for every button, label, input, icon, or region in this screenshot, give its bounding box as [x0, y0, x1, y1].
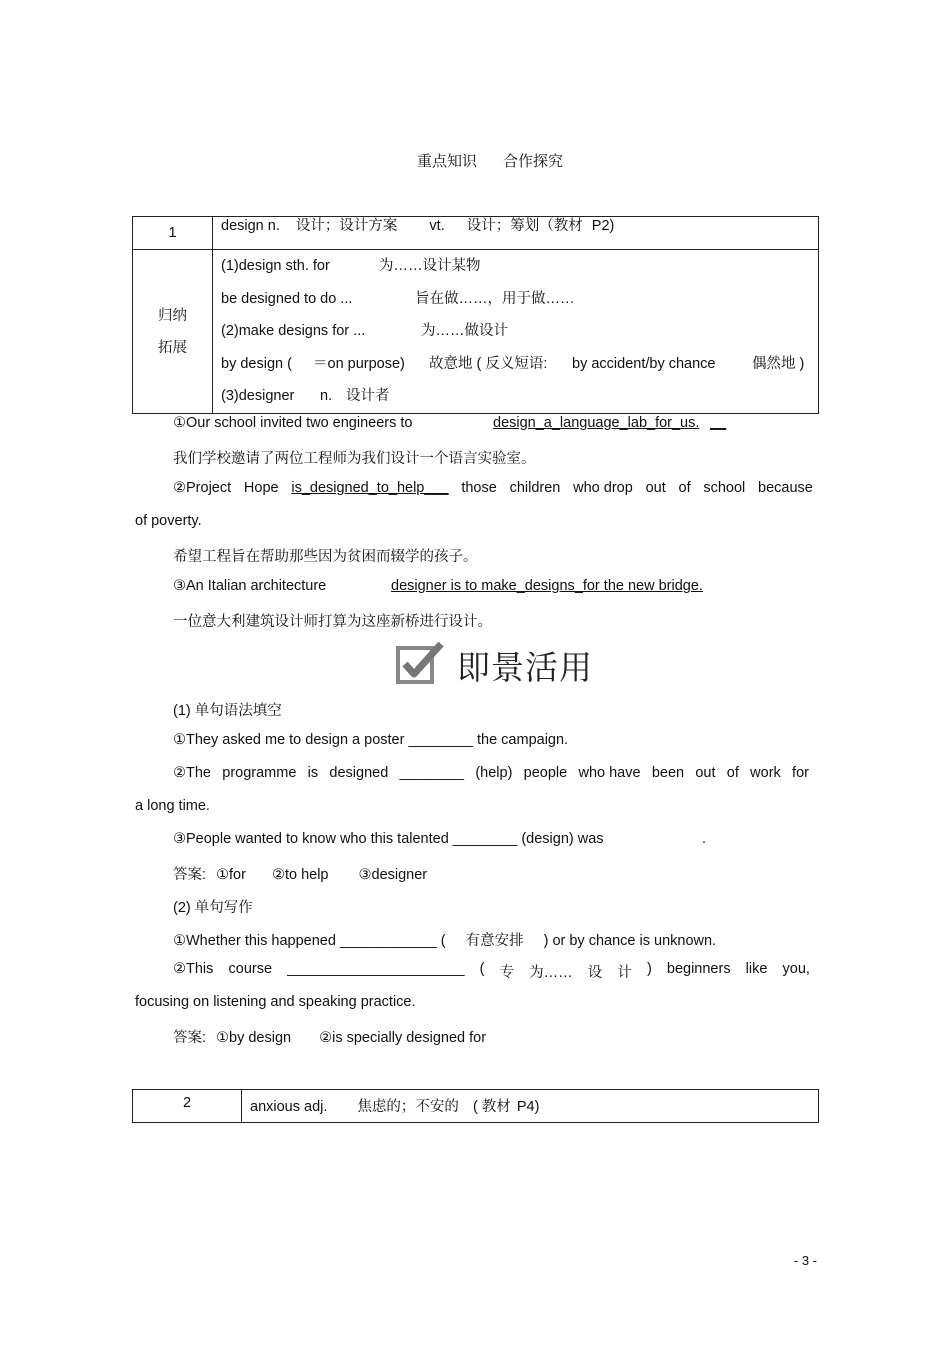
example-1-answer: design_a_language_lab_for_us.	[493, 415, 700, 431]
phrase-line	[213, 250, 818, 283]
answer-item: ①for	[216, 867, 246, 883]
headword-meaning: 设计；筹划（教材	[466, 218, 583, 234]
sentence-part: ) or by chance is unknown.	[543, 933, 717, 949]
answer-label: 答案:	[173, 867, 207, 883]
word: of	[678, 480, 691, 496]
vocab-table-anxious	[132, 1089, 819, 1123]
example-3: ③An Italian architecture	[173, 578, 327, 594]
writing-1	[173, 929, 716, 950]
example-1-blank: __	[710, 415, 727, 431]
sentence-part: ①Whether this happened ____________ (	[173, 933, 446, 949]
title-part: 合作探究	[503, 153, 564, 170]
answer-2	[173, 1026, 486, 1047]
phrase-line	[213, 348, 818, 381]
practice-heading	[395, 640, 595, 686]
entry-headword	[242, 1090, 819, 1123]
checkbox-check-icon	[395, 640, 449, 686]
example-1	[173, 415, 412, 431]
entry-headword	[213, 217, 819, 250]
question-1: ①They asked me to design a poster ________ the campaign.	[173, 732, 569, 748]
textbook-ref: ( 教材	[472, 1099, 511, 1115]
answer-item: ②to help	[271, 867, 329, 883]
example-2-translation: 希望工程旨在帮助那些因为贫困而辍学的孩子。	[173, 549, 478, 565]
hint: (	[479, 961, 485, 977]
antonym-phrase: by accident/by chance	[572, 355, 716, 372]
writing-2	[173, 961, 810, 982]
blank: ________	[399, 765, 465, 781]
phrase-note: ＝on purpose)	[313, 355, 405, 372]
phrase: (1)design sth. for	[221, 258, 330, 274]
word: course	[228, 961, 273, 977]
word: for	[792, 765, 809, 781]
headword-meaning: 焦虑的；不安的	[357, 1099, 459, 1115]
title-part: 重点知识	[416, 153, 477, 170]
phrase: by design (	[221, 355, 292, 372]
word: out	[695, 765, 716, 781]
word: been	[651, 765, 685, 781]
word: people	[523, 765, 568, 781]
example-1-translation: 我们学校邀请了两位工程师为我们设计一个语言实验室。	[173, 451, 536, 467]
headword-pos: anxious adj.	[250, 1099, 328, 1115]
example-2	[173, 480, 813, 496]
phrase-pos: n.	[320, 388, 333, 404]
hint: 计	[617, 965, 632, 981]
headword-pos: vt.	[429, 218, 445, 234]
vocab-table-design	[132, 216, 819, 414]
word: (help)	[475, 765, 513, 781]
example-2-continued: of poverty.	[135, 513, 202, 529]
phrase-meaning: 故意地 ( 反义短语:	[429, 355, 548, 372]
phrase: (2)make designs for ...	[221, 323, 366, 339]
grammar-fill-title: (1) 单句语法填空	[173, 703, 282, 719]
entry-number: 1	[133, 217, 213, 250]
example-text: ①Our school invited two engineers to	[173, 415, 413, 431]
writing-2-continued: focusing on listening and speaking practice.	[135, 994, 416, 1010]
word: of	[726, 765, 739, 781]
word: designed	[329, 765, 389, 781]
hint: 为……	[529, 965, 573, 981]
entry-number: 2	[133, 1090, 242, 1123]
hint: 设	[587, 965, 603, 981]
phrase: (3)designer	[221, 388, 295, 404]
word: programme	[222, 765, 297, 781]
label-line: 归纳	[158, 307, 187, 324]
phrase-meaning: 为……做设计	[421, 323, 508, 339]
phrase-line	[213, 315, 818, 348]
expand-content	[213, 250, 819, 414]
phrase-meaning: 旨在做……，用于做……	[415, 290, 575, 307]
example-3-translation: 一位意大利建筑设计师打算为这座新桥进行设计。	[173, 614, 492, 630]
question-2-continued: a long time.	[135, 798, 210, 814]
word: school	[703, 480, 746, 496]
label-line: 拓展	[158, 339, 187, 356]
headword-meaning: 设计；设计方案	[295, 218, 398, 234]
example-3-answer: designer is to make_designs_for the new bridge.	[391, 578, 703, 594]
word: work	[750, 765, 781, 781]
word: is	[307, 765, 319, 781]
word: ②Project	[173, 480, 232, 496]
phrase-line	[213, 283, 818, 316]
expand-label	[133, 250, 213, 414]
section-title	[0, 150, 950, 171]
page-number: - 3 -	[793, 1253, 817, 1268]
phrase-line	[213, 380, 818, 413]
phrase-meaning: 设计者	[346, 388, 390, 404]
practice-heading-text: 即景活用	[457, 648, 593, 687]
question-2	[173, 765, 809, 781]
question-3-end: .	[702, 831, 707, 847]
question-3: ③People wanted to know who this talented ________ (design) was	[173, 831, 604, 847]
word: you,	[782, 961, 810, 977]
antonym-meaning: 偶然地 )	[752, 355, 805, 372]
word: beginners	[666, 961, 731, 977]
word: who drop	[573, 480, 633, 496]
textbook-ref: P2)	[591, 218, 615, 234]
textbook-ref: P4)	[516, 1099, 540, 1115]
word: ②This	[173, 961, 214, 977]
hint: 专	[499, 965, 515, 981]
word: Hope	[243, 480, 279, 496]
answer-1	[173, 863, 427, 884]
hint: )	[646, 961, 652, 977]
answer-item: ②is specially designed for	[319, 1030, 487, 1046]
blank: ______________________	[287, 961, 465, 977]
word: like	[745, 961, 768, 977]
answer-item: ①by design	[216, 1030, 292, 1046]
word: children	[509, 480, 561, 496]
hint: 有意安排	[465, 933, 524, 949]
example-2-answer: is_designed_to_help___	[291, 480, 449, 496]
headword-pos: design n.	[221, 218, 280, 234]
word: those	[461, 480, 497, 496]
word: who have	[578, 765, 641, 781]
word: ②The	[173, 765, 211, 781]
writing-title: (2) 单句写作	[173, 900, 253, 916]
word: because	[758, 480, 813, 496]
phrase-meaning: 为……设计某物	[379, 258, 481, 274]
answer-label: 答案:	[173, 1030, 207, 1046]
phrase: be designed to do ...	[221, 290, 353, 307]
word: out	[645, 480, 666, 496]
answer-item: ③designer	[358, 867, 428, 883]
